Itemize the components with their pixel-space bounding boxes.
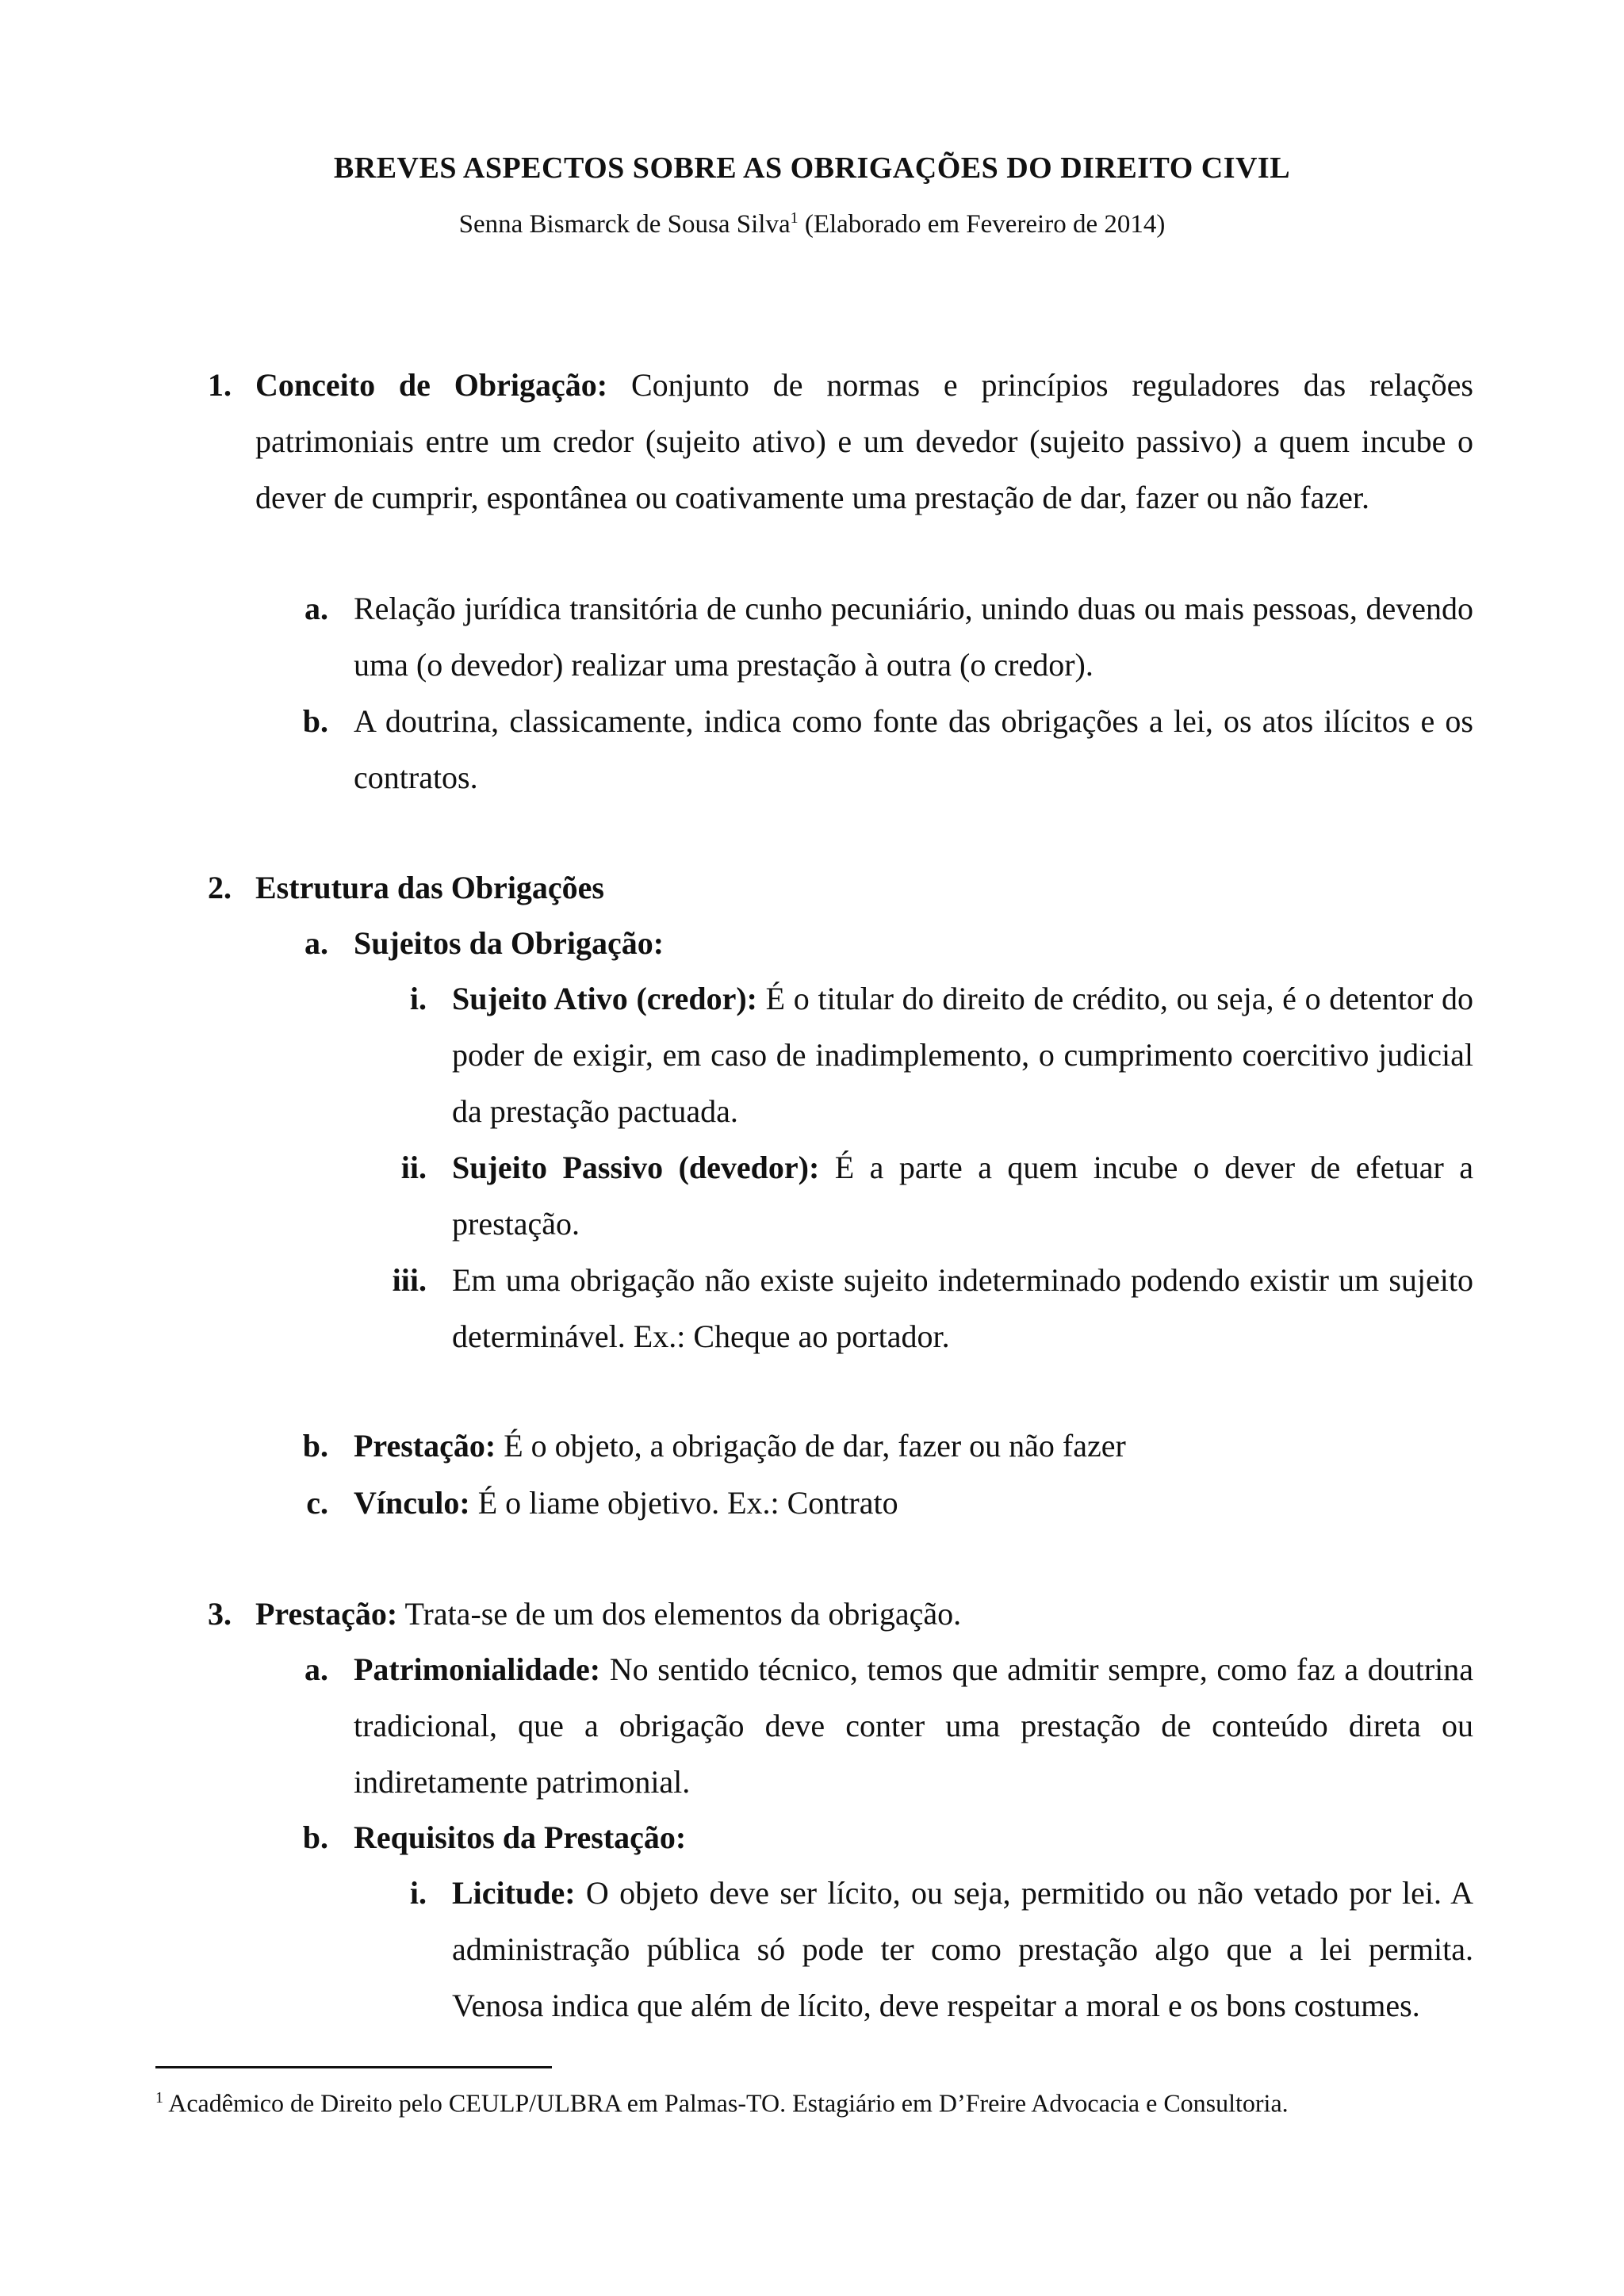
footnote-divider xyxy=(155,2066,552,2068)
subitem-heading: Sujeito Passivo (devedor): xyxy=(452,1150,820,1185)
subitem-marker: i. xyxy=(409,1875,427,1911)
section-heading: Estrutura das Obrigações xyxy=(255,870,604,905)
item-text: É o liame objetivo. Ex.: Contrato xyxy=(477,1485,898,1521)
item-marker: b. xyxy=(302,1428,328,1464)
section-2-heading xyxy=(255,859,1473,916)
sub-list-item xyxy=(452,1252,1473,1364)
item-marker: a. xyxy=(304,1651,328,1687)
item-marker: b. xyxy=(302,1820,328,1855)
sub-list-item xyxy=(452,970,1473,1139)
item-text: É o objeto, a obrigação de dar, fazer ou não fazer xyxy=(504,1428,1126,1464)
item-marker: b. xyxy=(302,703,328,739)
footnote-ref[interactable]: 1 xyxy=(790,209,799,227)
list-item xyxy=(354,580,1473,693)
section-number: 1. xyxy=(208,367,232,403)
list-item xyxy=(354,693,1473,806)
list-item xyxy=(354,1809,1473,1866)
subitem-text: O objeto deve ser lícito, ou seja, permitido ou não vetado por lei. A administração pública só pode ter como prestação algo que a lei permita. Venosa indica que além de lícito, deve respeitar a moral e os bons costumes. xyxy=(452,1875,1474,2023)
item-heading: Prestação: xyxy=(354,1428,496,1464)
list-item xyxy=(354,1418,1473,1474)
item-heading: Sujeitos da Obrigação: xyxy=(354,925,665,961)
item-heading: Requisitos da Prestação: xyxy=(354,1820,687,1855)
document-title: BREVES ASPECTOS SOBRE AS OBRIGAÇÕES DO DIREITO CIVIL xyxy=(333,151,1291,185)
item-heading: Vínculo: xyxy=(354,1485,470,1521)
subitem-marker: ii. xyxy=(400,1150,427,1185)
subitem-heading: Licitude: xyxy=(452,1875,576,1911)
sub-list-item xyxy=(452,1139,1473,1252)
footnote-number: 1 xyxy=(155,2089,163,2107)
section-text: Trata-se de um dos elementos da obrigação. xyxy=(404,1596,962,1632)
list-item xyxy=(354,915,1473,971)
item-text: No sentido técnico, temos que admitir sempre, como faz a doutrina tradicional, que a obrigação deve conter uma prestação de conteúdo direta ou indiretamente patrimonial. xyxy=(354,1651,1474,1800)
subitem-marker: iii. xyxy=(392,1262,427,1298)
document-subtitle xyxy=(0,209,1624,239)
subitem-marker: i. xyxy=(409,981,427,1016)
footnote-text: Acadêmico de Direito pelo CEULP/ULBRA em Palmas-TO. Estagiário em D’Freire Advocacia e Consultoria. xyxy=(168,2088,1289,2118)
footnote xyxy=(155,2080,1473,2121)
sub-list-item xyxy=(452,1865,1473,2034)
section-1-paragraph xyxy=(255,357,1473,526)
item-marker: a. xyxy=(304,925,328,961)
section-heading: Conceito de Obrigação: xyxy=(255,367,608,403)
list-item xyxy=(354,1641,1473,1810)
section-text: Conjunto de normas e princípios reguladores das relações patrimoniais entre um credor (sujeito ativo) e um devedor (sujeito passivo) a quem incube o dever de cumprir, espontânea ou coativamente uma prestação de dar, fazer ou não fazer. xyxy=(255,367,1474,515)
section-heading: Prestação: xyxy=(255,1596,398,1632)
list-item xyxy=(354,1475,1473,1531)
item-text: A doutrina, classicamente, indica como fonte das obrigações a lei, os atos ilícitos e os contratos. xyxy=(354,703,1473,795)
item-text: Relação jurídica transitória de cunho pecuniário, unindo duas ou mais pessoas, devendo uma (o devedor) realizar uma prestação à outra (o credor). xyxy=(354,591,1473,683)
item-marker: c. xyxy=(306,1485,328,1521)
section-number: 2. xyxy=(208,870,232,905)
section-number: 3. xyxy=(208,1596,232,1632)
subitem-heading: Sujeito Ativo (credor): xyxy=(452,981,757,1016)
item-heading: Patrimonialidade: xyxy=(354,1651,601,1687)
date-note: (Elaborado em Fevereiro de 2014) xyxy=(804,210,1166,239)
author-name: Senna Bismarck de Sousa Silva xyxy=(458,210,791,239)
subitem-text: É a parte a quem incube o dever de efetuar a prestação. xyxy=(452,1150,1473,1242)
subitem-text: Em uma obrigação não existe sujeito indeterminado podendo existir um sujeito determinável. Ex.: Cheque ao portador. xyxy=(452,1262,1473,1354)
item-marker: a. xyxy=(304,591,328,626)
section-3-paragraph xyxy=(255,1586,1473,1642)
subitem-text: É o titular do direito de crédito, ou seja, é o detentor do poder de exigir, em caso de inadimplemento, o cumprimento coercitivo judicial da prestação pactuada. xyxy=(452,981,1474,1129)
